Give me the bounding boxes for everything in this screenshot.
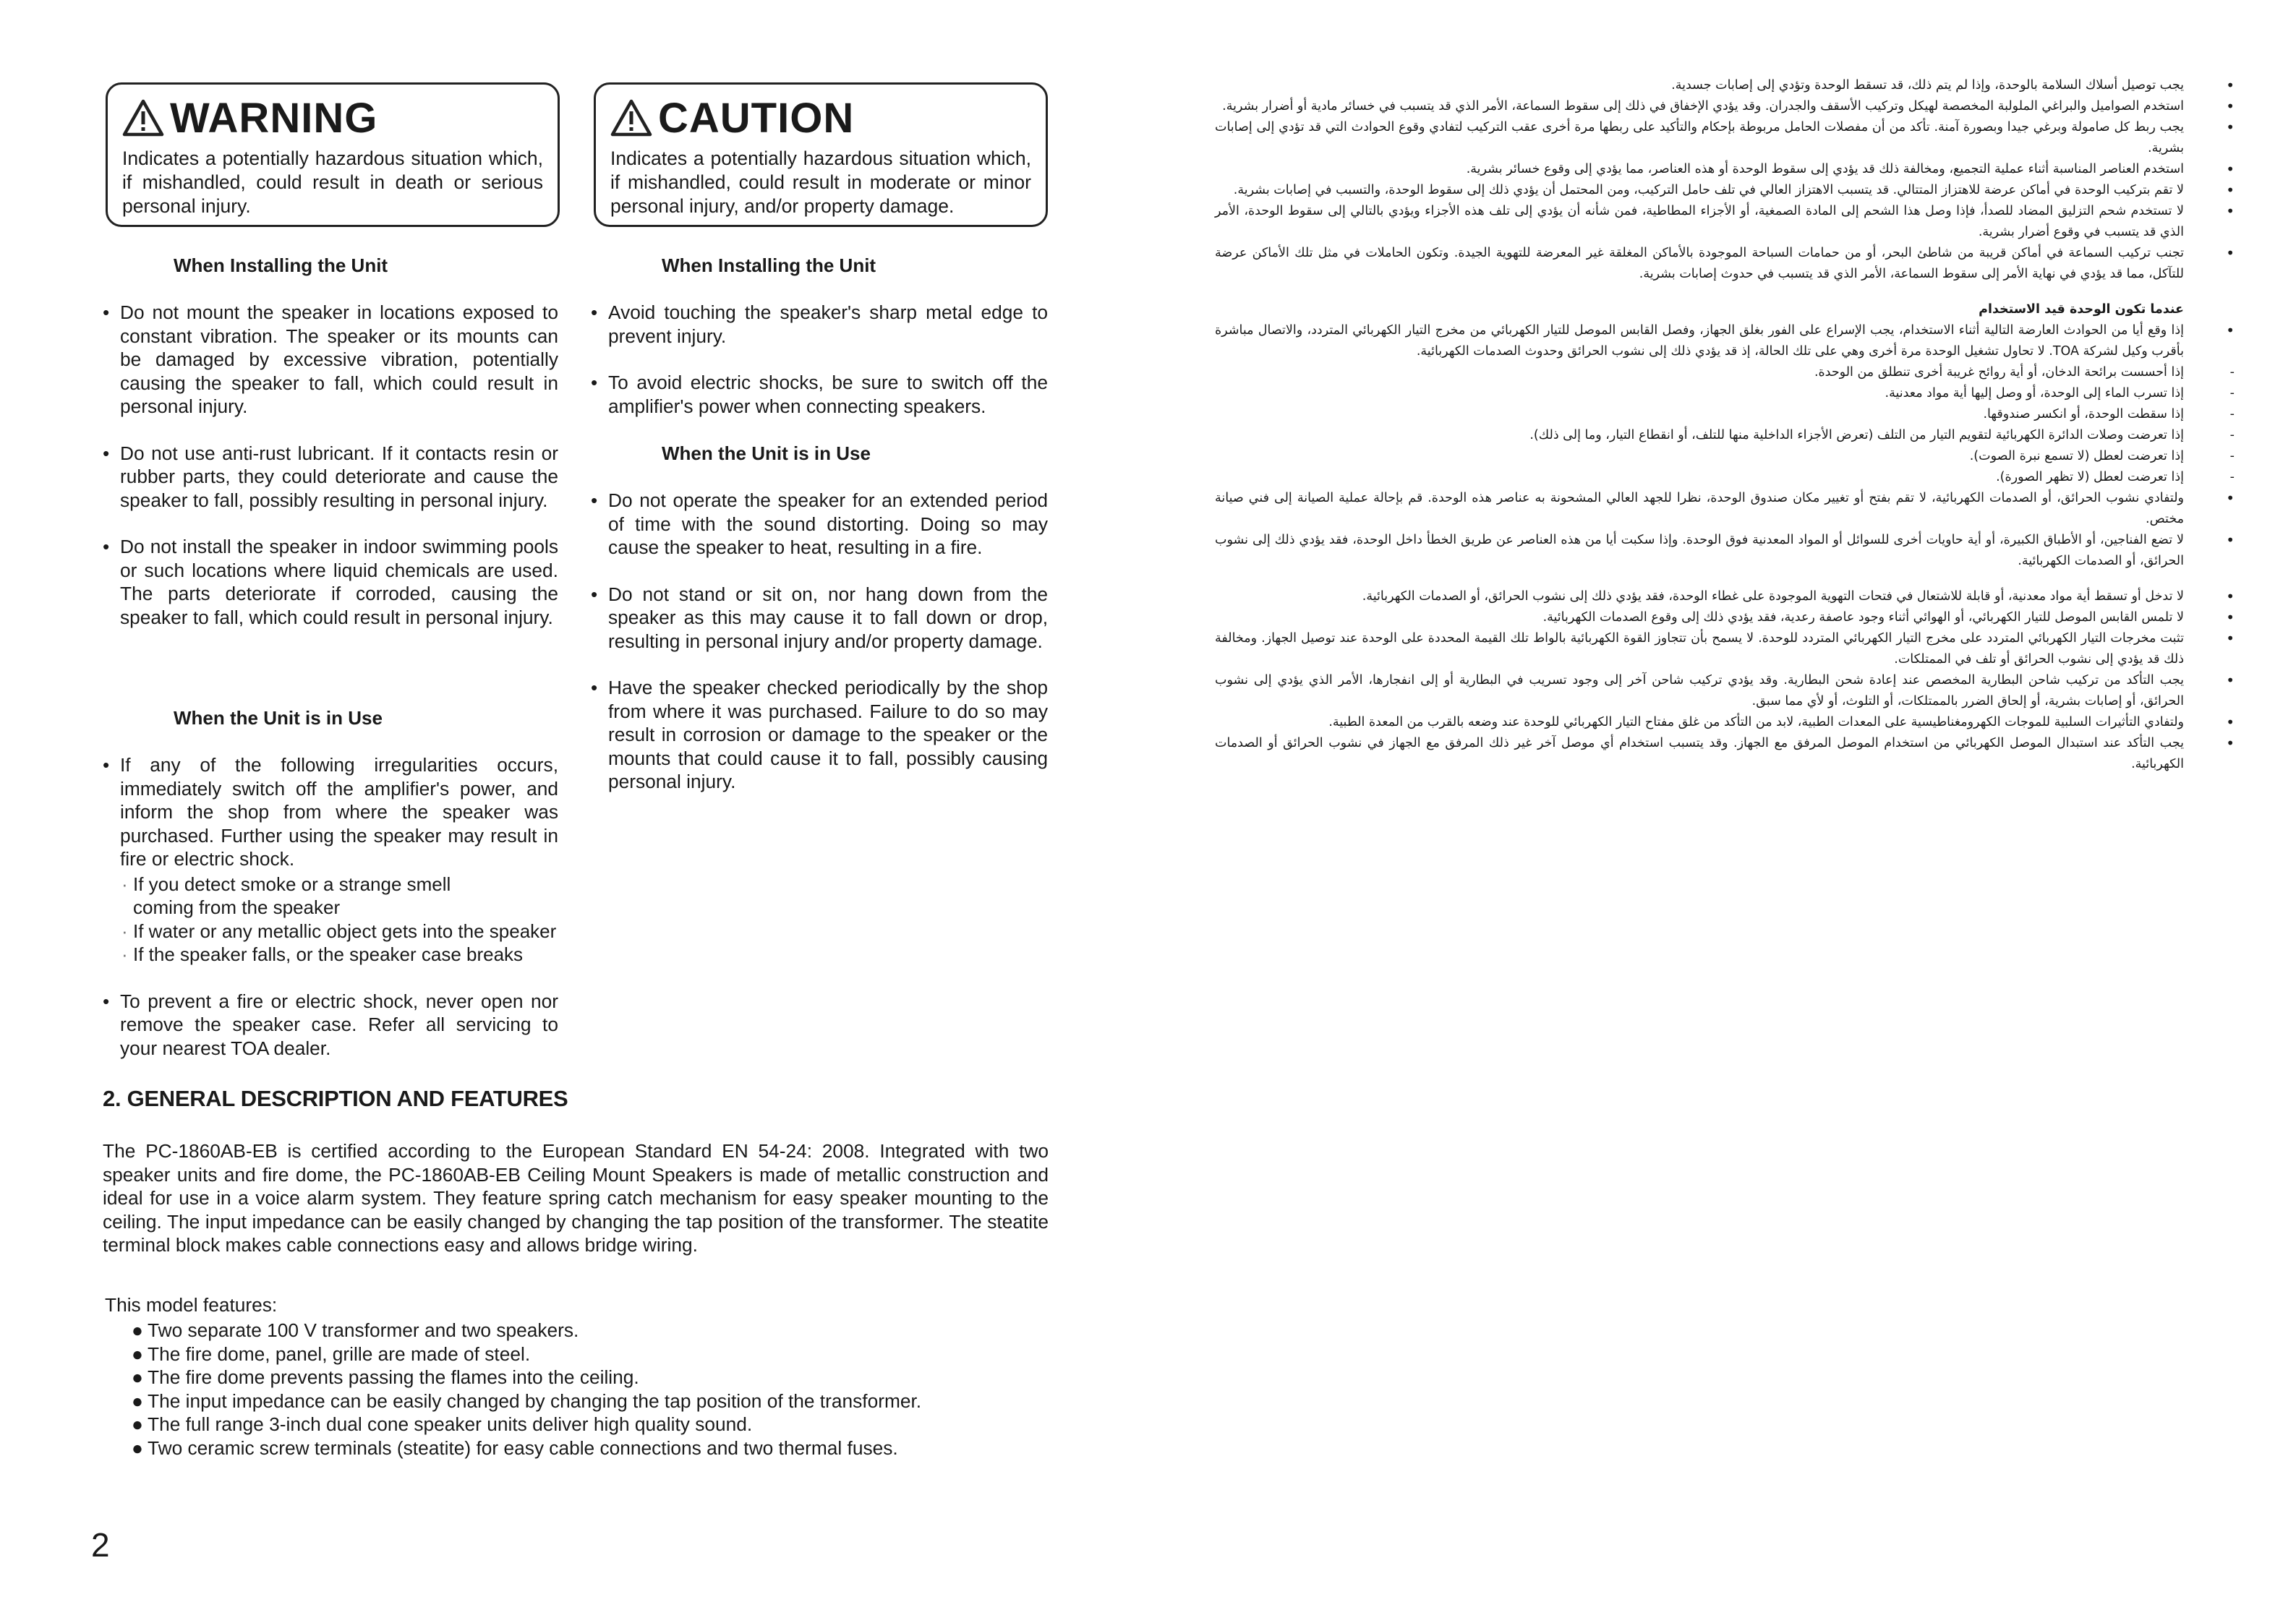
sub-item: · If you detect smoke or a strange smell coming from the speaker <box>120 873 473 920</box>
arabic-safety-list <box>1215 75 2235 775</box>
features-list <box>132 1319 921 1460</box>
list-item: • Do not stand or sit on, nor hang down from the speaker as this may cause it to fall down or drop, resulting in personal injury and/or property damage. <box>591 583 1048 654</box>
left-in-use-list <box>103 753 558 1060</box>
mid-in-use-heading: When the Unit is in Use <box>662 442 871 464</box>
list-item-text: If any of the following irregularities occurs, immediately switch off the amplifier's power, and inform the shop from where the speaker was purchased. Further using the speaker may result in fire or electric shock. <box>120 754 558 870</box>
arabic-item: • لا تضع الفناجين، أو الأطباق الكبيرة، أو أية حاويات أخرى للسوائل أو المواد المعدنية فوق الوحدة. وإذا سكبت أيا من هذه العناصر عن طريق الخطأ داخل الوحدة، فقد يؤدي ذلك إلى نشوب الحرائق، أو الصدمات الكهربائية. <box>1215 530 2235 572</box>
arabic-subitem: - إذا تعرضت لعطل (لا تظهر الصورة). <box>1215 467 2235 488</box>
mid-installing-heading: When Installing the Unit <box>662 254 876 276</box>
left-installing-heading: When Installing the Unit <box>174 254 388 276</box>
arabic-item: • يجب التأكد عند استبدال الموصل الكهربائي من استخدام الموصل المرفق مع الجهاز. وقد يتسبب استخدام أي موصل آخر غير ذلك المرفق مع الجهاز في نشوب الحرائق أو الصدمات الكهربائية. <box>1215 733 2235 775</box>
arabic-subitem: - إذا تعرضت لعطل (لا تسمع نبرة الصوت). <box>1215 446 2235 467</box>
arabic-item: • تجنب تركيب السماعة في أماكن قريبة من شاطئ البحر، أو من حمامات السباحة الموجودة بالأماكن المغلقة غير المعرضة للتهوية الجيدة. وتكون الحاملات في مثل تلك الأماكن عرضة للتآكل، مما قد يؤدي في نهاية الأمر إلى سقوط السماعة، الأمر الذي قد يتسبب في حدوث إصابات بشرية. <box>1215 243 2235 285</box>
warning-triangle-icon <box>122 99 164 137</box>
feature-item: ● Two ceramic screw terminals (steatite) for easy cable connections and two thermal fuses. <box>132 1436 898 1459</box>
arabic-heading: عندما تكون الوحدة قيد الاستخدام <box>1979 302 2184 317</box>
list-item: • Do not use anti-rust lubricant. If it contacts resin or rubber parts, they could deteriorate and cause the speaker to fall, possibly resulting in personal injury. <box>103 442 558 513</box>
caution-header <box>610 95 1031 141</box>
list-item: • Do not mount the speaker in locations exposed to constant vibration. The speaker or its mounts can be damaged by excessive vibration, potentially causing the speaker to fall, which could result in personal injury. <box>103 301 558 419</box>
sub-item: · If water or any metallic object gets into the speaker <box>120 920 558 943</box>
feature-item: ● The fire dome, panel, grille are made of steel. <box>132 1342 531 1365</box>
bullet-icon: ● <box>132 1436 143 1459</box>
irregularities-list <box>120 873 558 967</box>
list-item: • To prevent a fire or electric shock, never open nor remove the speaker case. Refer all servicing to your nearest TOA dealer. <box>103 990 558 1061</box>
caution-title: CAUTION <box>658 94 855 142</box>
list-item: • Do not operate the speaker for an extended period of time with the sound distorting. Doing so may cause the speaker to heat, resulting in a fire. <box>591 489 1048 560</box>
list-item: • Do not install the speaker in indoor swimming pools or such locations where liquid chemicals are used. The parts deteriorate if corroded, causing the speaker to fall, which could result in personal injury. <box>103 535 558 629</box>
arabic-item: • ولتفادي نشوب الحرائق، أو الصدمات الكهربائية، لا تقم بفتح أو تغيير مكان صندوق الوحدة، نظرا للجهد العالي المشحونة به عناصر هذه الوحدة. قم بإحالة عملية الصيانة إلى فني صيانة مختص. <box>1215 488 2235 530</box>
left-installing-list <box>103 301 558 629</box>
list-item <box>103 753 558 967</box>
arabic-item: • يجب التأكد من تركيب شاحن البطارية المخصص عند إعادة شحن البطارية. وقد يؤدي تركيب شاحن آخر إلى وجود تسريب في البطارية أو إلى انفجارها، الأمر الذي يؤدي إلى نشوب الحرائق، أو إصابات بشرية، أو إلحاق الضرر بالممتلكات، أو التلوث، أو لأي مما سبق. <box>1215 670 2235 712</box>
bullet-icon: ● <box>132 1389 143 1412</box>
arabic-subitem: - إذا أحسست برائحة الدخان، أو أية روائح غريبة أخرى تنطلق من الوحدة. <box>1215 362 2235 383</box>
arabic-item: • تثبت مخرجات التيار الكهربائي المتردد على مخرج التيار الكهربائي المتردد للوحدة. لا يسمح بأن تتجاوز القوة الكهربائية بالواط تلك القيمة المحددة على الوحدة عند توصيل الجهاز. ومخالفة ذلك قد يؤدي إلى نشوب الحرائق أو تلف في الممتلكات. <box>1215 628 2235 670</box>
description-paragraph: The PC-1860AB-EB is certified according to the European Standard EN 54-24: 2008. Integrated with two speaker units and fire dome, the PC-1860AB-EB Ceiling Mount Speakers is made of metallic construction and ideal for use in a voice alarm system. They feature spring catch mechanism for easy speaker mounting to the ceiling. The input impedance can be easily changed by changing the tap position of the transformer. The steatite terminal block makes cable connections easy and allows bridge wiring. <box>103 1140 1049 1256</box>
sub-item: · If the speaker falls, or the speaker case breaks <box>120 943 558 967</box>
warning-description: Indicates a potentially hazardous situation which, if mishandled, could result in death or serious personal injury. <box>122 147 543 217</box>
list-item: • To avoid electric shocks, be sure to switch off the amplifier's power when connecting speakers. <box>591 371 1048 418</box>
warning-title: WARNING <box>170 94 378 142</box>
warning-box <box>106 82 560 227</box>
bullet-icon: ● <box>132 1342 143 1365</box>
bullet-icon: ● <box>132 1413 143 1436</box>
arabic-item: • لا تقم بتركيب الوحدة في أماكن عرضة للاهتزاز المتتالي. قد يتسبب الاهتزاز العالي في تلف حامل التركيب، ومن المحتمل أن يؤدي ذلك إلى سقوط الوحدة، والتسبب في إصابات بشرية. <box>1215 180 2235 201</box>
arabic-item: • لا تدخل أو تسقط أية مواد معدنية، أو قابلة للاشتعال في فتحات التهوية الموجودة على غطاء الوحدة، فقد يؤدي ذلك إلى نشوب الحرائق، أو الصدمات الكهربائية. <box>1215 586 2235 607</box>
arabic-item: • لا تستخدم شحم التزليق المضاد للصدأ، فإذا وصل هذا الشحم إلى المادة الصمغية، أو الأجزاء المطاطية، فمن شأنه أن يؤدي إلى تلف هذه الأجزاء ويؤدي بالتالي إلى سقوط الوحدة، الأمر الذي قد يتسبب في وقوع أضرار بشرية. <box>1215 201 2235 243</box>
caution-triangle-icon <box>610 99 652 137</box>
warning-header <box>122 95 543 141</box>
arabic-item: • لا تلمس القابس الموصل للتيار الكهربائي، أو الهوائي أثناء وجود عاصفة رعدية، فقد يؤدي ذلك إلى وقوع الصدمات الكهربائية. <box>1215 607 2235 628</box>
section-title: 2. GENERAL DESCRIPTION AND FEATURES <box>103 1086 568 1111</box>
features-intro: This model features: <box>105 1294 278 1316</box>
feature-item: ● The full range 3-inch dual cone speaker units deliver high quality sound. <box>132 1413 753 1436</box>
arabic-item: • يجب ربط كل صامولة وبرغي جيدا وبصورة آمنة. تأكد من أن مفصلات الحامل مربوطة بإحكام والتأكيد على ربطها مرة أخرى عقب التركيب لتفادي وقوع الحوادث التي قد تؤدي إلى إصابات بشرية. <box>1215 117 2235 159</box>
feature-item: ● Two separate 100 V transformer and two speakers. <box>132 1319 579 1341</box>
bullet-icon: ● <box>132 1366 143 1389</box>
mid-in-use-list <box>591 489 1048 794</box>
left-in-use-heading: When the Unit is in Use <box>174 707 383 729</box>
feature-item: ● The fire dome prevents passing the flames into the ceiling. <box>132 1366 639 1389</box>
arabic-subitem: - إذا تسرب الماء إلى الوحدة، أو وصل إليها أية مواد معدنية. <box>1215 383 2235 404</box>
page-number: 2 <box>91 1526 110 1564</box>
mid-installing-list <box>591 301 1048 418</box>
list-item: • Avoid touching the speaker's sharp metal edge to prevent injury. <box>591 301 1048 348</box>
arabic-subitem: - إذا سقطت الوحدة، أو انكسر صندوقها. <box>1215 404 2235 425</box>
caution-description: Indicates a potentially hazardous situation which, if mishandled, could result in moderate or minor personal injury, and/or property damage. <box>610 147 1031 217</box>
arabic-item: • إذا وقع أيا من الحوادث العارضة التالية أثناء الاستخدام، يجب الإسراع على الفور بغلق الجهاز، وفصل القابس الموصل للتيار الكهربائي من مخرج التيار الكهربائي المتردد، والاتصال مباشرة بأقرب وكيل لشركة TOA. لا تحاول تشغيل الوحدة مرة أخرى وهي على تلك الحالة، إذ قد يؤدي ذلك إلى نشوب الحرائق وحدوث الصدمات الكهربائية. <box>1215 320 2235 362</box>
bullet-icon: ● <box>132 1319 143 1341</box>
arabic-subitem: - إذا تعرضت وصلات الدائرة الكهربائية لتقويم التيار من التلف (تعرض الأجزاء الداخلية منها للتلف، أو انقطاع التيار، وما إلى ذلك). <box>1215 425 2235 446</box>
caution-box <box>594 82 1048 227</box>
arabic-item: • يجب توصيل أسلاك السلامة بالوحدة، وإذا لم يتم ذلك، قد تسقط الوحدة وتؤدي إلى إصابات جسدية. <box>1215 75 2235 96</box>
arabic-item: • استخدم العناصر المناسبة أثناء عملية التجميع، ومخالفة ذلك قد يؤدي إلى سقوط الوحدة أو هذه العناصر، مما يؤدي إلى وقوع خسائر بشرية. <box>1215 159 2235 180</box>
list-item: • Have the speaker checked periodically by the shop from where it was purchased. Failure to do so may result in corrosion or damage to the speaker or the mounts that could cause it to fall, possibly causing personal injury. <box>591 676 1048 794</box>
arabic-item: • استخدم الصواميل والبراغي الملولبة المخصصة لهيكل وتركيب الأسقف والجدران. وقد يؤدي الإخفاق في ذلك إلى سقوط السماعة، الأمر الذي قد يتسبب في خسائر مادية أو أضرار بشرية. <box>1215 96 2235 117</box>
feature-item: ● The input impedance can be easily changed by changing the tap position of the transformer. <box>132 1389 922 1412</box>
arabic-item: • ولتفادي التأثيرات السلبية للموجات الكهرومغناطيسية على المعدات الطبية، لابد من التأكد من غلق مفتاح التيار الكهربائي للوحدة عند وضعه بالقرب من المعدة الطبية. <box>1215 712 2235 733</box>
